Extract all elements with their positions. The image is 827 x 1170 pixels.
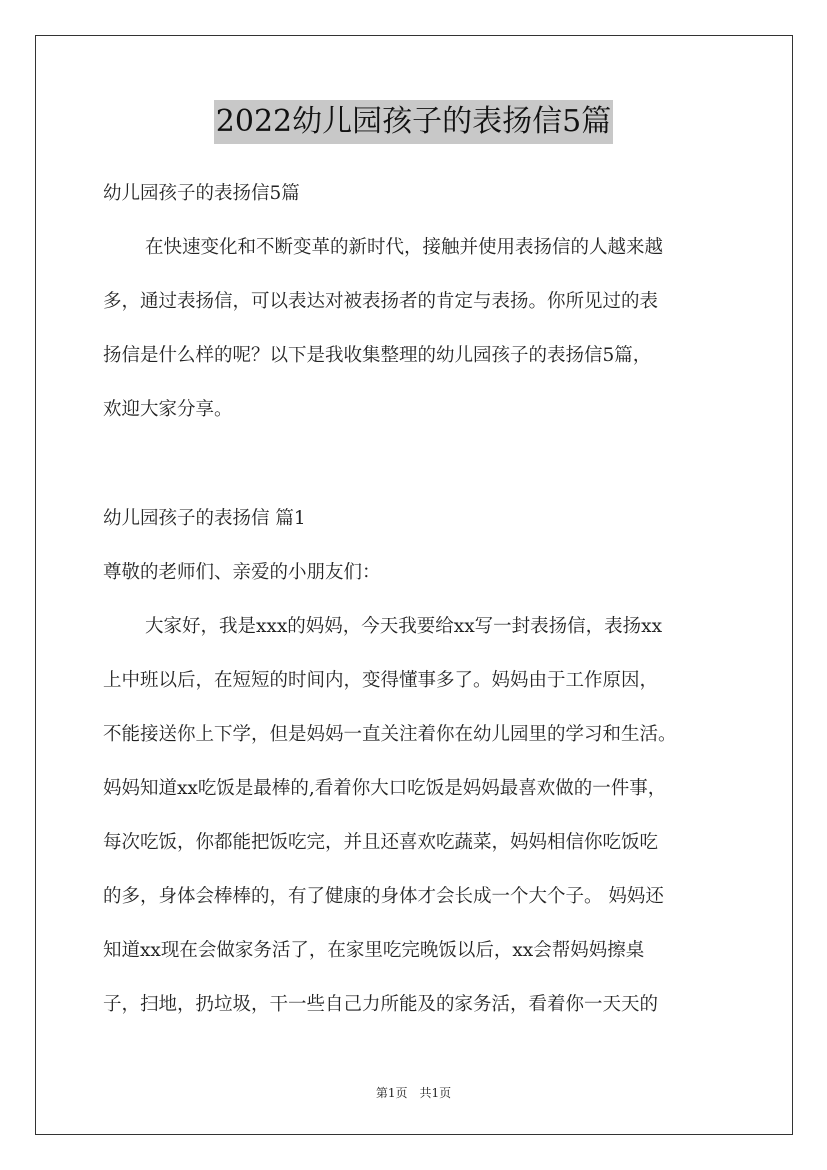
body-line: 上中班以后，在短短的时间内，变得懂事多了。妈妈由于工作原因，: [103, 670, 659, 691]
intro-line: 扬信是什么样的呢？以下是我收集整理的幼儿园孩子的表扬信5篇，: [103, 345, 652, 366]
body-line: 子，扫地，扔垃圾，干一些自己力所能及的家务活，看着你一天天的: [103, 994, 659, 1015]
salutation: 尊敬的老师们、亲爱的小朋友们：: [103, 562, 381, 583]
body-line: 知道xx现在会做家务活了，在家里吃完晚饭以后，xx会帮妈妈擦桌: [103, 940, 645, 961]
body-line: 大家好，我是xxx的妈妈，今天我要给xx写一封表扬信，表扬xx: [145, 616, 663, 637]
title-container: [0, 100, 827, 144]
subtitle: 幼儿园孩子的表扬信5篇: [103, 183, 300, 204]
body-line: 妈妈知道xx吃饭是最棒的,看着你大口吃饭是妈妈最喜欢做的一件事，: [103, 778, 667, 799]
intro-line: 欢迎大家分享。: [103, 399, 233, 420]
body-line: 不能接送你上下学，但是妈妈一直关注着你在幼儿园里的学习和生活。: [103, 724, 677, 745]
page-footer: 第1页 共1页: [375, 1086, 452, 1100]
body-line: 每次吃饭，你都能把饭吃完，并且还喜欢吃蔬菜，妈妈相信你吃饭吃: [103, 832, 659, 853]
intro-line: 在快速变化和不断变革的新时代，接触并使用表扬信的人越来越: [145, 237, 664, 258]
document-title: 2022幼儿园孩子的表扬信5篇: [214, 100, 613, 144]
body-line: 的多，身体会棒棒的，有了健康的身体才会长成一个大个子。 妈妈还: [103, 886, 664, 907]
section-heading: 幼儿园孩子的表扬信 篇1: [103, 508, 306, 529]
intro-line: 多，通过表扬信，可以表达对被表扬者的肯定与表扬。你所见过的表: [103, 291, 659, 312]
